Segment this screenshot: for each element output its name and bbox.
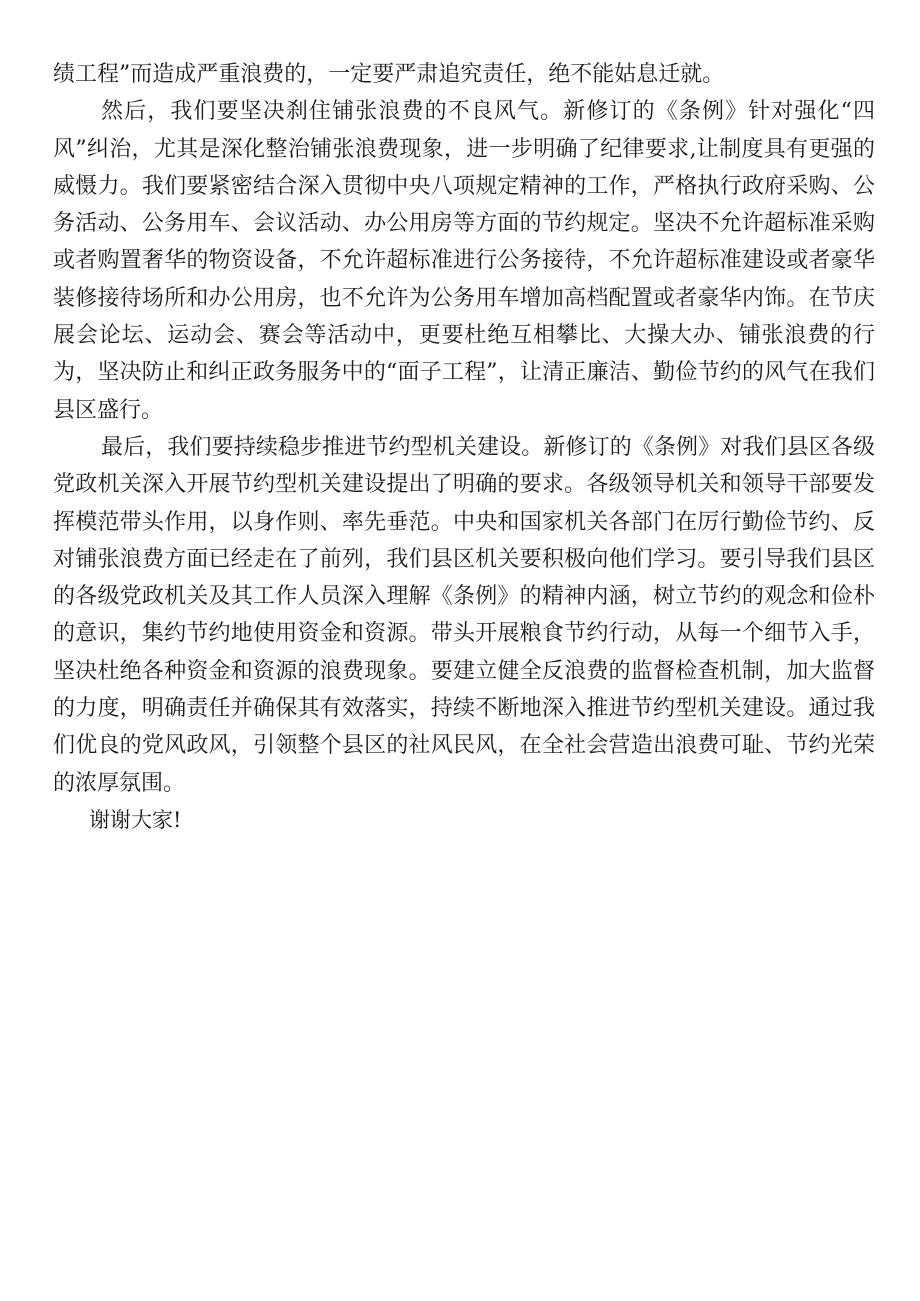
closing-thanks: 谢谢大家!	[89, 807, 182, 832]
paragraph-continuation: 绩工程”而造成严重浪费的，一定要严肃追究责任，绝不能姑息迁就。	[53, 62, 725, 87]
document-page	[53, 56, 875, 839]
paragraph-frugal-agencies: 最后，我们要持续稳步推进节约型机关建设。新修订的《条例》对我们县区各级党政机关深入开展节约型机关建设提出了明确的要求。各级领导机关和领导干部要发挥模范带头作用，以身作则、率先垂范。中央和国家机关各部门在厉行勤俭节约、反对铺张浪费方面已经走在了前列，我们县区机关要积极向他们学习。要引导我们县区的各级党政机关及其工作人员深入理解《条例》的精神内涵，树立节约的观念和俭朴的意识，集约节约地使用资金和资源。带头开展粮食节约行动，从每一个细节入手，坚决杜绝各种资金和资源的浪费现象。要建立健全反浪费的监督检查机制，加大监督的力度，明确责任并确保其有效落实，持续不断地深入推进节约型机关建设。通过我们优良的党风政风，引领整个县区的社风民风，在全社会营造出浪费可耻、节约光荣的浓厚氛围。	[53, 434, 875, 796]
paragraph-stop-extravagance: 然后，我们要坚决刹住铺张浪费的不良风气。新修订的《条例》针对强化“四风”纠治，尤其是深化整治铺张浪费现象，进一步明确了纪律要求,让制度具有更强的威慑力。我们要紧密结合深入贯彻中央八项规定精神的工作，严格执行政府采购、公务活动、公务用车、会议活动、办公用房等方面的节约规定。坚决不允许超标准采购或者购置奢华的物资设备，不允许超标准进行公务接待，不允许超标准建设或者豪华装修接待场所和办公用房，也不允许为公务用车增加高档配置或者豪华内饰。在节庆展会论坛、运动会、赛会等活动中，更要杜绝互相攀比、大操大办、铺张浪费的行为，坚决防止和纠正政务服务中的“面子工程”，让清正廉洁、勤俭节约的风气在我们县区盛行。	[53, 99, 875, 423]
